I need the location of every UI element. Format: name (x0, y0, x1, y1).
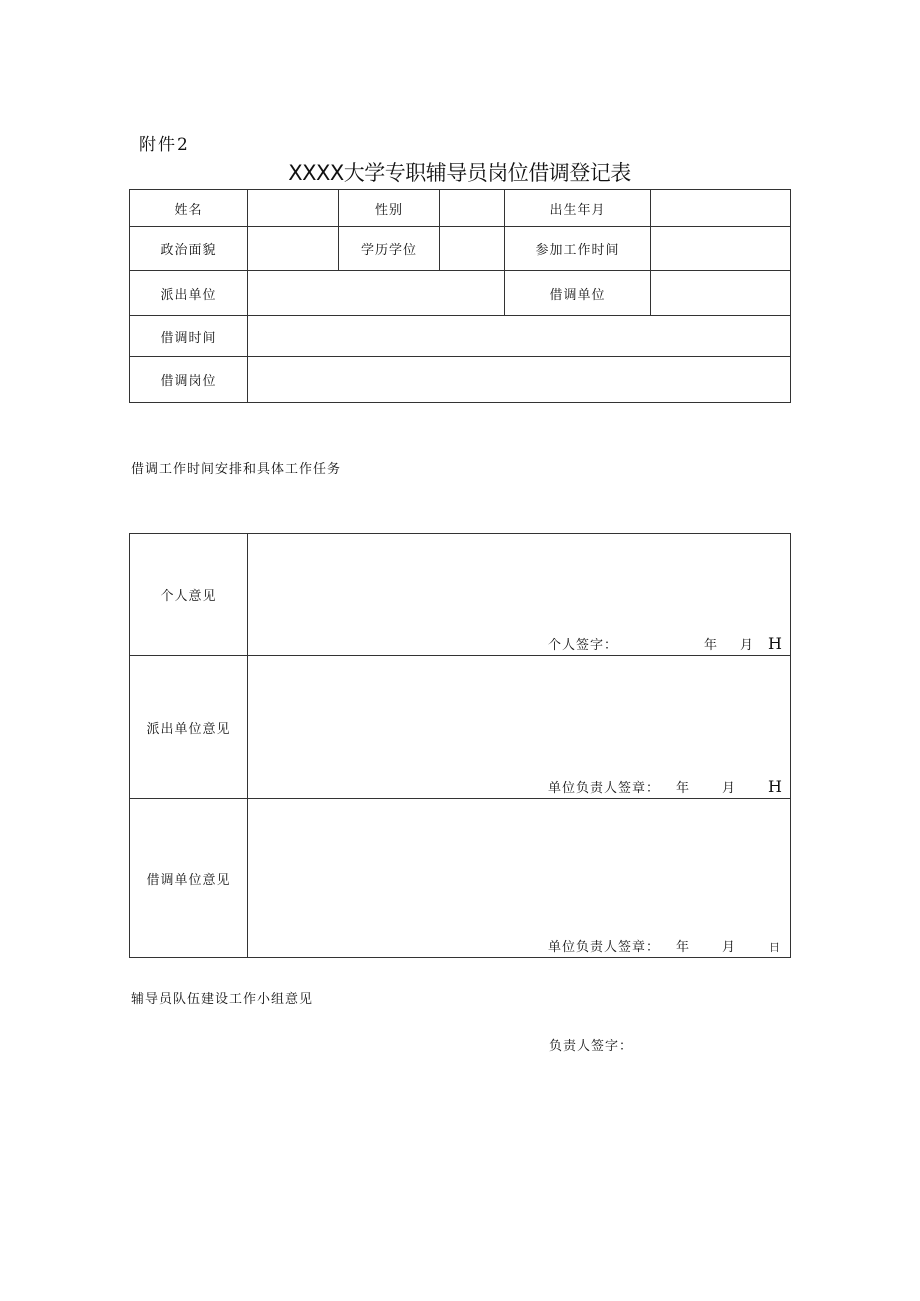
info-row (130, 357, 791, 403)
dispatch-sig-label: 单位负责人签章： (548, 781, 661, 796)
borrow-year: 年 (676, 940, 691, 955)
dispatch-unit-label: 派出单位 (130, 271, 248, 316)
birth-field[interactable] (651, 190, 791, 227)
gender-field[interactable] (440, 190, 505, 227)
info-row (130, 316, 791, 357)
group-sig-label: 负责人签字： (549, 1039, 634, 1054)
personal-opinion-label: 个人意见 (130, 534, 248, 656)
dispatch-opinion-field[interactable] (248, 656, 791, 799)
borrow-unit-label: 借调单位 (505, 271, 651, 316)
info-table (129, 189, 791, 403)
personal-year: 年 (704, 638, 719, 653)
borrow-post-label: 借调岗位 (130, 357, 248, 403)
name-field[interactable] (248, 190, 339, 227)
name-label: 姓名 (130, 190, 248, 227)
borrow-time-field[interactable] (248, 316, 791, 357)
political-label: 政治面貌 (130, 227, 248, 271)
personal-sig-label: 个人签字： (548, 638, 619, 653)
info-row (130, 271, 791, 316)
degree-field[interactable] (440, 227, 505, 271)
opinion-table (129, 533, 791, 958)
borrow-month: 月 (722, 940, 737, 955)
degree-label: 学历学位 (339, 227, 440, 271)
borrow-opinion-label: 借调单位意见 (130, 799, 248, 958)
opinion-row (130, 534, 791, 656)
dispatch-month: 月 (722, 781, 737, 796)
attachment-label: 附件2 (139, 135, 190, 155)
gender-label: 性别 (339, 190, 440, 227)
form-title: XXXX大学专职辅导员岗位借调登记表 (288, 161, 631, 185)
birth-label: 出生年月 (505, 190, 651, 227)
opinion-row (130, 799, 791, 958)
personal-month: 月 (740, 638, 755, 653)
borrow-time-label: 借调时间 (130, 316, 248, 357)
group-opinion-label: 辅导员队伍建设工作小组意见 (131, 992, 314, 1007)
info-row (130, 227, 791, 271)
opinion-row (130, 656, 791, 799)
personal-day: H (768, 634, 783, 653)
dispatch-day: H (768, 777, 783, 796)
borrow-day: 日 (769, 941, 781, 954)
dispatch-unit-field[interactable] (248, 271, 505, 316)
work-start-field[interactable] (651, 227, 791, 271)
dispatch-year: 年 (676, 781, 691, 796)
personal-opinion-field[interactable] (248, 534, 791, 656)
work-start-label: 参加工作时间 (505, 227, 651, 271)
dispatch-opinion-label: 派出单位意见 (130, 656, 248, 799)
borrow-opinion-field[interactable] (248, 799, 791, 958)
borrow-sig-label: 单位负责人签章： (548, 940, 661, 955)
political-field[interactable] (248, 227, 339, 271)
borrow-unit-field[interactable] (651, 271, 791, 316)
borrow-post-field[interactable] (248, 357, 791, 403)
info-row (130, 190, 791, 227)
arrangement-label: 借调工作时间安排和具体工作任务 (131, 462, 342, 477)
